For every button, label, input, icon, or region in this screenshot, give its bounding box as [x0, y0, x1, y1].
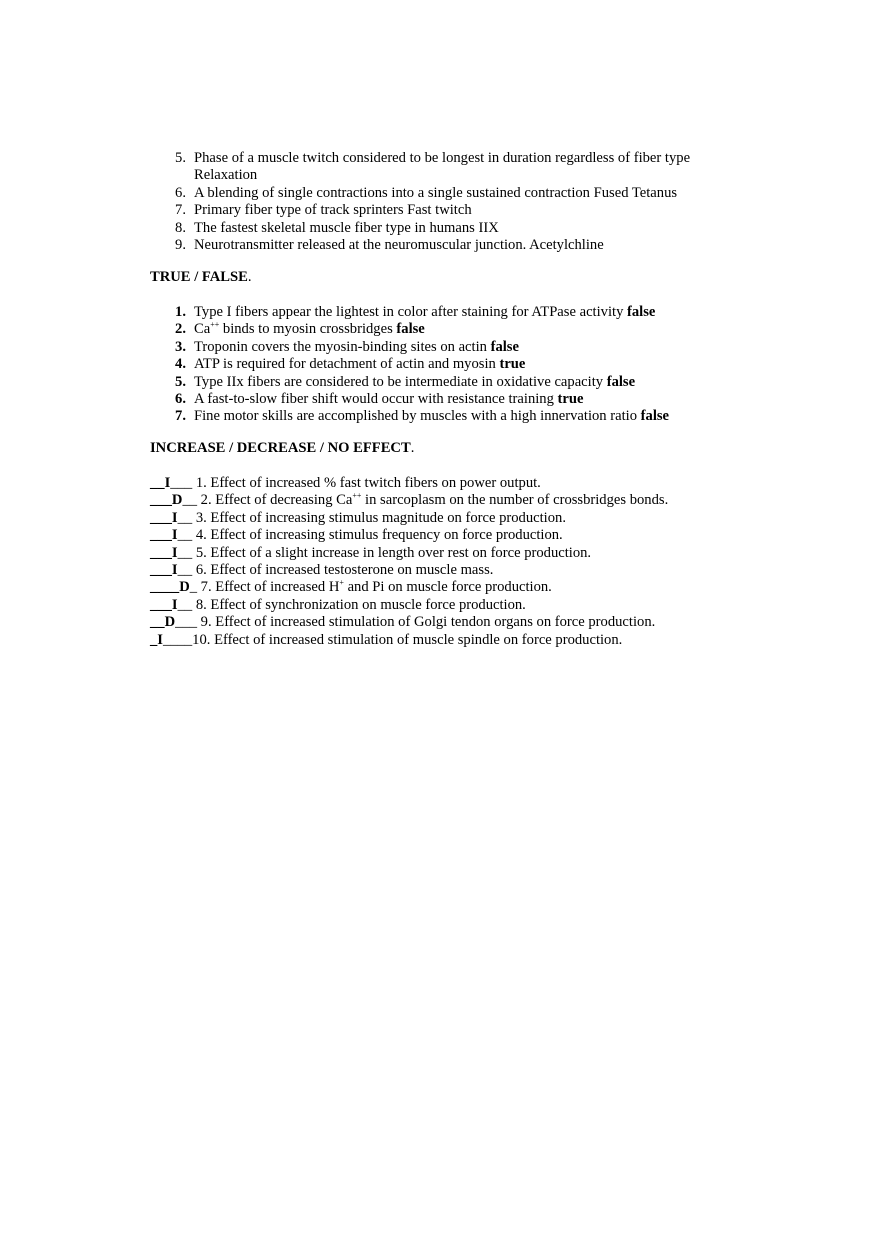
list-item	[168, 408, 788, 425]
superscript: ++	[210, 320, 220, 330]
answer-mark: I	[171, 562, 178, 579]
superscript: ++	[352, 491, 362, 501]
item-number: 5.	[175, 373, 186, 390]
answer-mark: I	[164, 475, 171, 491]
item-number: 1.	[175, 304, 186, 320]
list-item	[150, 545, 790, 562]
item-text: 7. Effect of increased H	[197, 579, 340, 596]
list-item	[168, 304, 788, 321]
item-answer: false	[490, 338, 519, 355]
item-text: Fine motor skills are accomplished by muscles with a high innervation ratio	[194, 408, 641, 425]
item-answer: true	[499, 356, 526, 373]
increase-decrease-list	[150, 475, 790, 649]
item-text: Type IIx fibers are considered to be intermediate in oxidative capacity	[194, 373, 607, 390]
item-text: 6. Effect of increased testosterone on muscle mass.	[192, 562, 494, 579]
item-text-pre: Ca	[194, 321, 211, 338]
item-text: Phase of a muscle twitch considered to be longest in duration regardless of fiber type	[194, 150, 691, 166]
answer-mark: D	[179, 579, 190, 596]
blank-trail: __	[177, 562, 193, 579]
answer-mark: D	[171, 492, 183, 509]
heading-punct: .	[410, 440, 415, 456]
list-item	[150, 492, 790, 509]
list-item	[168, 356, 788, 373]
blank-lead: ___	[150, 544, 172, 561]
item-text: 5. Effect of a slight increase in length over rest on force production.	[192, 544, 592, 561]
list-item	[168, 391, 788, 408]
blank-lead: ___	[150, 527, 172, 544]
list-item	[150, 562, 790, 579]
list-item	[168, 150, 768, 185]
item-answer: true	[557, 391, 584, 408]
blank-trail: ___	[170, 475, 193, 491]
item-text: 9. Effect of increased stimulation of Golgi tendon organs on force production.	[197, 614, 656, 631]
list-item	[150, 632, 790, 649]
item-text: Primary fiber type of track sprinters Fast twitch	[194, 202, 472, 219]
blank-lead: _	[150, 631, 158, 648]
list-item	[150, 597, 790, 614]
list-item	[168, 374, 788, 391]
true-false-heading	[150, 269, 252, 286]
item-text: A fast-to-slow fiber shift would occur with resistance training	[194, 391, 558, 408]
item-text: 8. Effect of synchronization on muscle force production.	[192, 596, 526, 613]
item-answer: false	[640, 408, 670, 425]
item-answer: false	[627, 304, 656, 320]
blank-trail: _	[189, 579, 198, 596]
list-item	[168, 237, 768, 254]
answer-blank	[150, 545, 178, 561]
answer-blank	[150, 475, 170, 491]
blank-trail: __	[177, 509, 193, 526]
answer-blank	[150, 527, 178, 543]
item-number: 4.	[175, 356, 186, 373]
item-number: 8.	[175, 219, 186, 236]
answer-blank	[150, 614, 175, 630]
item-number: 9.	[175, 237, 186, 254]
list-item	[168, 321, 788, 338]
item-answer: false	[606, 373, 636, 390]
superscript: +	[339, 578, 344, 588]
blank-trail: __	[182, 492, 198, 509]
list-item	[150, 475, 790, 492]
blank-trail: __	[177, 544, 193, 561]
item-text: A blending of single contractions into a single sustained contraction Fused Tetanus	[194, 184, 678, 201]
item-number: 7.	[175, 408, 186, 425]
list-item	[150, 579, 790, 596]
increase-decrease-heading	[150, 440, 414, 457]
blank-lead: ___	[150, 492, 172, 509]
item-number: 2.	[175, 321, 186, 338]
item-text: Neurotransmitter released at the neuromuscular junction. Acetylchline	[194, 237, 604, 254]
heading-text: INCREASE / DECREASE / NO EFFECT	[150, 440, 411, 456]
list-item	[168, 339, 788, 356]
item-text: 3. Effect of increasing stimulus magnitude on force production.	[192, 509, 566, 526]
list-item	[168, 202, 768, 219]
true-false-list	[168, 304, 788, 426]
answer-blank	[150, 492, 182, 508]
answer-mark: I	[157, 631, 163, 648]
item-number: 5.	[175, 150, 186, 166]
answer-mark: I	[171, 527, 178, 544]
blank-lead: ____	[150, 579, 180, 596]
list-item	[168, 220, 768, 237]
blank-trail: ____	[162, 631, 193, 648]
list-item	[150, 614, 790, 631]
answer-mark: I	[171, 596, 178, 613]
blank-lead: ___	[150, 509, 172, 526]
item-text-cont: in sarcoplasm on the number of crossbridges bonds.	[361, 492, 669, 509]
item-number: 7.	[175, 202, 186, 219]
item-answer: Relaxation	[194, 167, 258, 184]
list-item	[150, 510, 790, 527]
blank-trail: ___	[175, 614, 198, 631]
answer-blank	[150, 579, 190, 595]
answer-blank	[150, 510, 178, 526]
item-text: ATP is required for detachment of actin and myosin	[194, 356, 500, 373]
item-text: Troponin covers the myosin-binding sites on actin	[194, 338, 491, 355]
blank-trail: __	[177, 596, 193, 613]
answer-blank	[150, 632, 163, 648]
blank-lead: ___	[150, 596, 172, 613]
blank-lead: __	[150, 614, 165, 631]
item-text-cont: and Pi on muscle force production.	[343, 579, 552, 596]
item-number: 3.	[175, 338, 186, 355]
item-text: 1. Effect of increased % fast twitch fibers on power output.	[192, 475, 541, 491]
item-number: 6.	[175, 391, 186, 408]
list-item	[150, 527, 790, 544]
blank-lead: __	[150, 475, 165, 491]
answer-mark: I	[171, 509, 178, 526]
list-item	[168, 185, 768, 202]
item-text: binds to myosin crossbridges	[219, 321, 397, 338]
blank-lead: ___	[150, 562, 172, 579]
item-answer: false	[396, 321, 425, 338]
item-text: 2. Effect of decreasing Ca	[197, 492, 353, 509]
item-text: The fastest skeletal muscle fiber type in humans IIX	[194, 219, 499, 236]
item-text: 4. Effect of increasing stimulus frequency on force production.	[192, 527, 563, 544]
item-text: 10. Effect of increased stimulation of muscle spindle on force production.	[192, 631, 623, 648]
answer-blank	[150, 597, 178, 613]
answer-blank	[150, 562, 178, 578]
fill-in-list	[168, 150, 768, 254]
heading-punct: .	[247, 269, 252, 285]
blank-trail: __	[177, 527, 193, 544]
heading-text: TRUE / FALSE	[150, 269, 248, 285]
answer-mark: D	[164, 614, 176, 631]
item-text: Type I fibers appear the lightest in color after staining for ATPase activity	[194, 304, 628, 320]
answer-mark: I	[171, 544, 178, 561]
item-number: 6.	[175, 184, 186, 201]
